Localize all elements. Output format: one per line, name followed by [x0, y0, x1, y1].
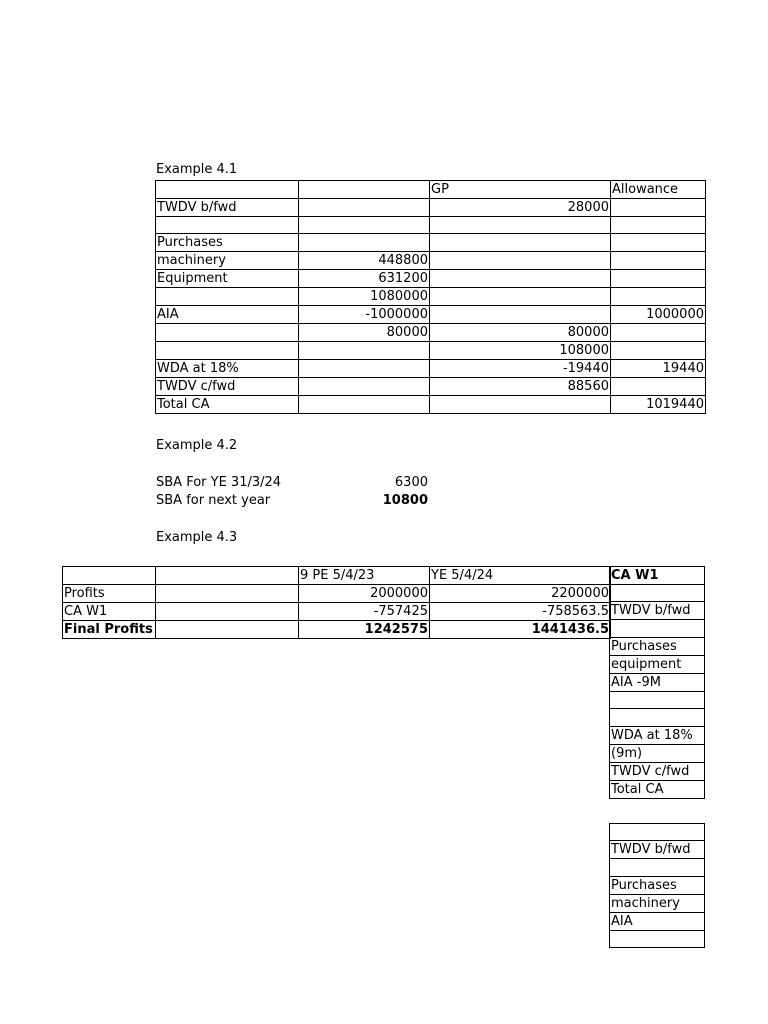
table-row — [610, 762, 705, 780]
table-row — [156, 360, 706, 378]
table-cell — [610, 859, 705, 876]
table-cell — [299, 199, 430, 217]
table-cell: TWDV c/fwd — [610, 762, 705, 780]
table-cell — [156, 181, 299, 199]
table-cell — [156, 288, 299, 306]
table-cell — [299, 396, 430, 414]
table-row — [156, 342, 706, 360]
table-cell — [610, 930, 705, 947]
table-cell — [430, 252, 611, 270]
table-cell: Allowance — [611, 181, 706, 199]
table-cell — [611, 270, 706, 288]
table-cell — [611, 199, 706, 217]
table-cell — [611, 324, 706, 342]
table-cell: TWDV b/fwd — [610, 602, 705, 620]
table-cell: TWDV b/fwd — [156, 199, 299, 217]
table-cell: 448800 — [299, 252, 430, 270]
table-cell: TWDV c/fwd — [156, 378, 299, 396]
table-cell — [611, 252, 706, 270]
table-cell: 9 PE 5/4/23 — [299, 567, 430, 585]
table-cell: 19440 — [611, 360, 706, 378]
table-cell — [610, 709, 705, 726]
table-row — [610, 637, 705, 655]
table-cell: 1080000 — [299, 288, 430, 306]
table-row — [610, 859, 705, 876]
table-cell: TWDV b/fwd — [610, 841, 705, 859]
table-cell — [430, 288, 611, 306]
table-cell: 88560 — [430, 378, 611, 396]
table-row — [156, 288, 706, 306]
table-cell — [156, 217, 299, 234]
table-cell — [430, 217, 611, 234]
table-cell: Final Profits — [63, 621, 156, 639]
table-cell: WDA at 18% — [156, 360, 299, 378]
table-cell: 2200000 — [430, 585, 611, 603]
table-cell — [156, 621, 299, 639]
sba-this-year-value: 6300 — [394, 475, 428, 490]
table-row — [610, 876, 705, 894]
table-row — [156, 324, 706, 342]
table-cell: Profits — [63, 585, 156, 603]
table-cell: WDA at 18% — [610, 726, 705, 744]
table-cell — [299, 378, 430, 396]
table-cell: Purchases — [156, 234, 299, 252]
table-row — [610, 567, 705, 585]
sba-next-year-label: SBA for next year — [156, 493, 271, 508]
table-cell — [430, 234, 611, 252]
table-cell — [299, 360, 430, 378]
table-cell: GP — [430, 181, 611, 199]
table-cell — [156, 324, 299, 342]
example-4-3-table — [62, 566, 611, 639]
table-row — [610, 894, 705, 912]
table-cell: AIA -9M — [610, 673, 705, 691]
table-cell — [299, 234, 430, 252]
table-cell: CA W1 — [63, 603, 156, 621]
table-cell — [156, 603, 299, 621]
table-row — [156, 270, 706, 288]
table-cell: YE 5/4/24 — [430, 567, 611, 585]
table-row — [610, 744, 705, 762]
table-cell: -19440 — [430, 360, 611, 378]
table-row — [610, 709, 705, 726]
table-cell — [611, 234, 706, 252]
table-cell: -758563.5 — [430, 603, 611, 621]
table-cell — [63, 567, 156, 585]
table-cell: Total CA — [156, 396, 299, 414]
table-cell: -1000000 — [299, 306, 430, 324]
table-row — [610, 585, 705, 602]
table-cell: 1242575 — [299, 621, 430, 639]
table-row — [610, 930, 705, 947]
table-row — [610, 912, 705, 930]
table-cell: Purchases — [610, 637, 705, 655]
ca-w1-column — [609, 566, 705, 799]
table-cell: 80000 — [430, 324, 611, 342]
table-cell: (9m) — [610, 744, 705, 762]
table-cell: AIA — [610, 912, 705, 930]
table-cell — [156, 567, 299, 585]
example-4-2-title: Example 4.2 — [156, 438, 238, 453]
table-row — [610, 780, 705, 798]
table-cell — [611, 378, 706, 396]
table-cell: 1441436.5 — [430, 621, 611, 639]
table-cell — [610, 691, 705, 708]
table-cell: 80000 — [299, 324, 430, 342]
table-cell — [430, 396, 611, 414]
table-row — [610, 824, 705, 841]
table-cell — [610, 585, 705, 602]
sba-next-year-value: 10800 — [382, 493, 428, 508]
table-row — [156, 217, 706, 234]
table-row — [610, 602, 705, 620]
table-row — [63, 603, 611, 621]
table-cell: Purchases — [610, 876, 705, 894]
table-cell: Total CA — [610, 780, 705, 798]
table-row — [610, 655, 705, 673]
table-cell: machinery — [156, 252, 299, 270]
table-row — [63, 621, 611, 639]
table-cell: machinery — [610, 894, 705, 912]
table-row — [156, 396, 706, 414]
example-4-1-table — [155, 180, 706, 414]
table-cell — [156, 342, 299, 360]
table-row — [610, 620, 705, 637]
table-row — [610, 691, 705, 708]
table-row — [156, 306, 706, 324]
table-cell — [299, 342, 430, 360]
ca-w1-machinery-column — [609, 823, 705, 948]
table-cell — [610, 620, 705, 637]
table-cell: equipment — [610, 655, 705, 673]
table-cell — [430, 306, 611, 324]
table-cell — [611, 342, 706, 360]
example-4-3-title: Example 4.3 — [156, 530, 238, 545]
example-4-1-title: Example 4.1 — [156, 162, 238, 177]
table-cell: CA W1 — [610, 567, 705, 585]
table-row — [63, 567, 611, 585]
table-row — [156, 252, 706, 270]
table-cell — [299, 181, 430, 199]
table-cell — [430, 270, 611, 288]
table-row — [156, 181, 706, 199]
table-cell — [611, 288, 706, 306]
table-row — [156, 199, 706, 217]
table-cell: 108000 — [430, 342, 611, 360]
table-cell — [299, 217, 430, 234]
table-row — [610, 841, 705, 859]
table-cell: 1019440 — [611, 396, 706, 414]
table-cell: 28000 — [430, 199, 611, 217]
table-row — [156, 378, 706, 396]
table-row — [610, 726, 705, 744]
table-cell: 1000000 — [611, 306, 706, 324]
table-row — [610, 673, 705, 691]
table-cell — [156, 585, 299, 603]
table-row — [156, 234, 706, 252]
table-cell: AIA — [156, 306, 299, 324]
table-row — [63, 585, 611, 603]
sba-this-year-label: SBA For YE 31/3/24 — [156, 475, 282, 490]
table-cell — [610, 824, 705, 841]
table-cell: 2000000 — [299, 585, 430, 603]
table-cell: -757425 — [299, 603, 430, 621]
table-cell: 631200 — [299, 270, 430, 288]
table-cell — [611, 217, 706, 234]
table-cell: Equipment — [156, 270, 299, 288]
